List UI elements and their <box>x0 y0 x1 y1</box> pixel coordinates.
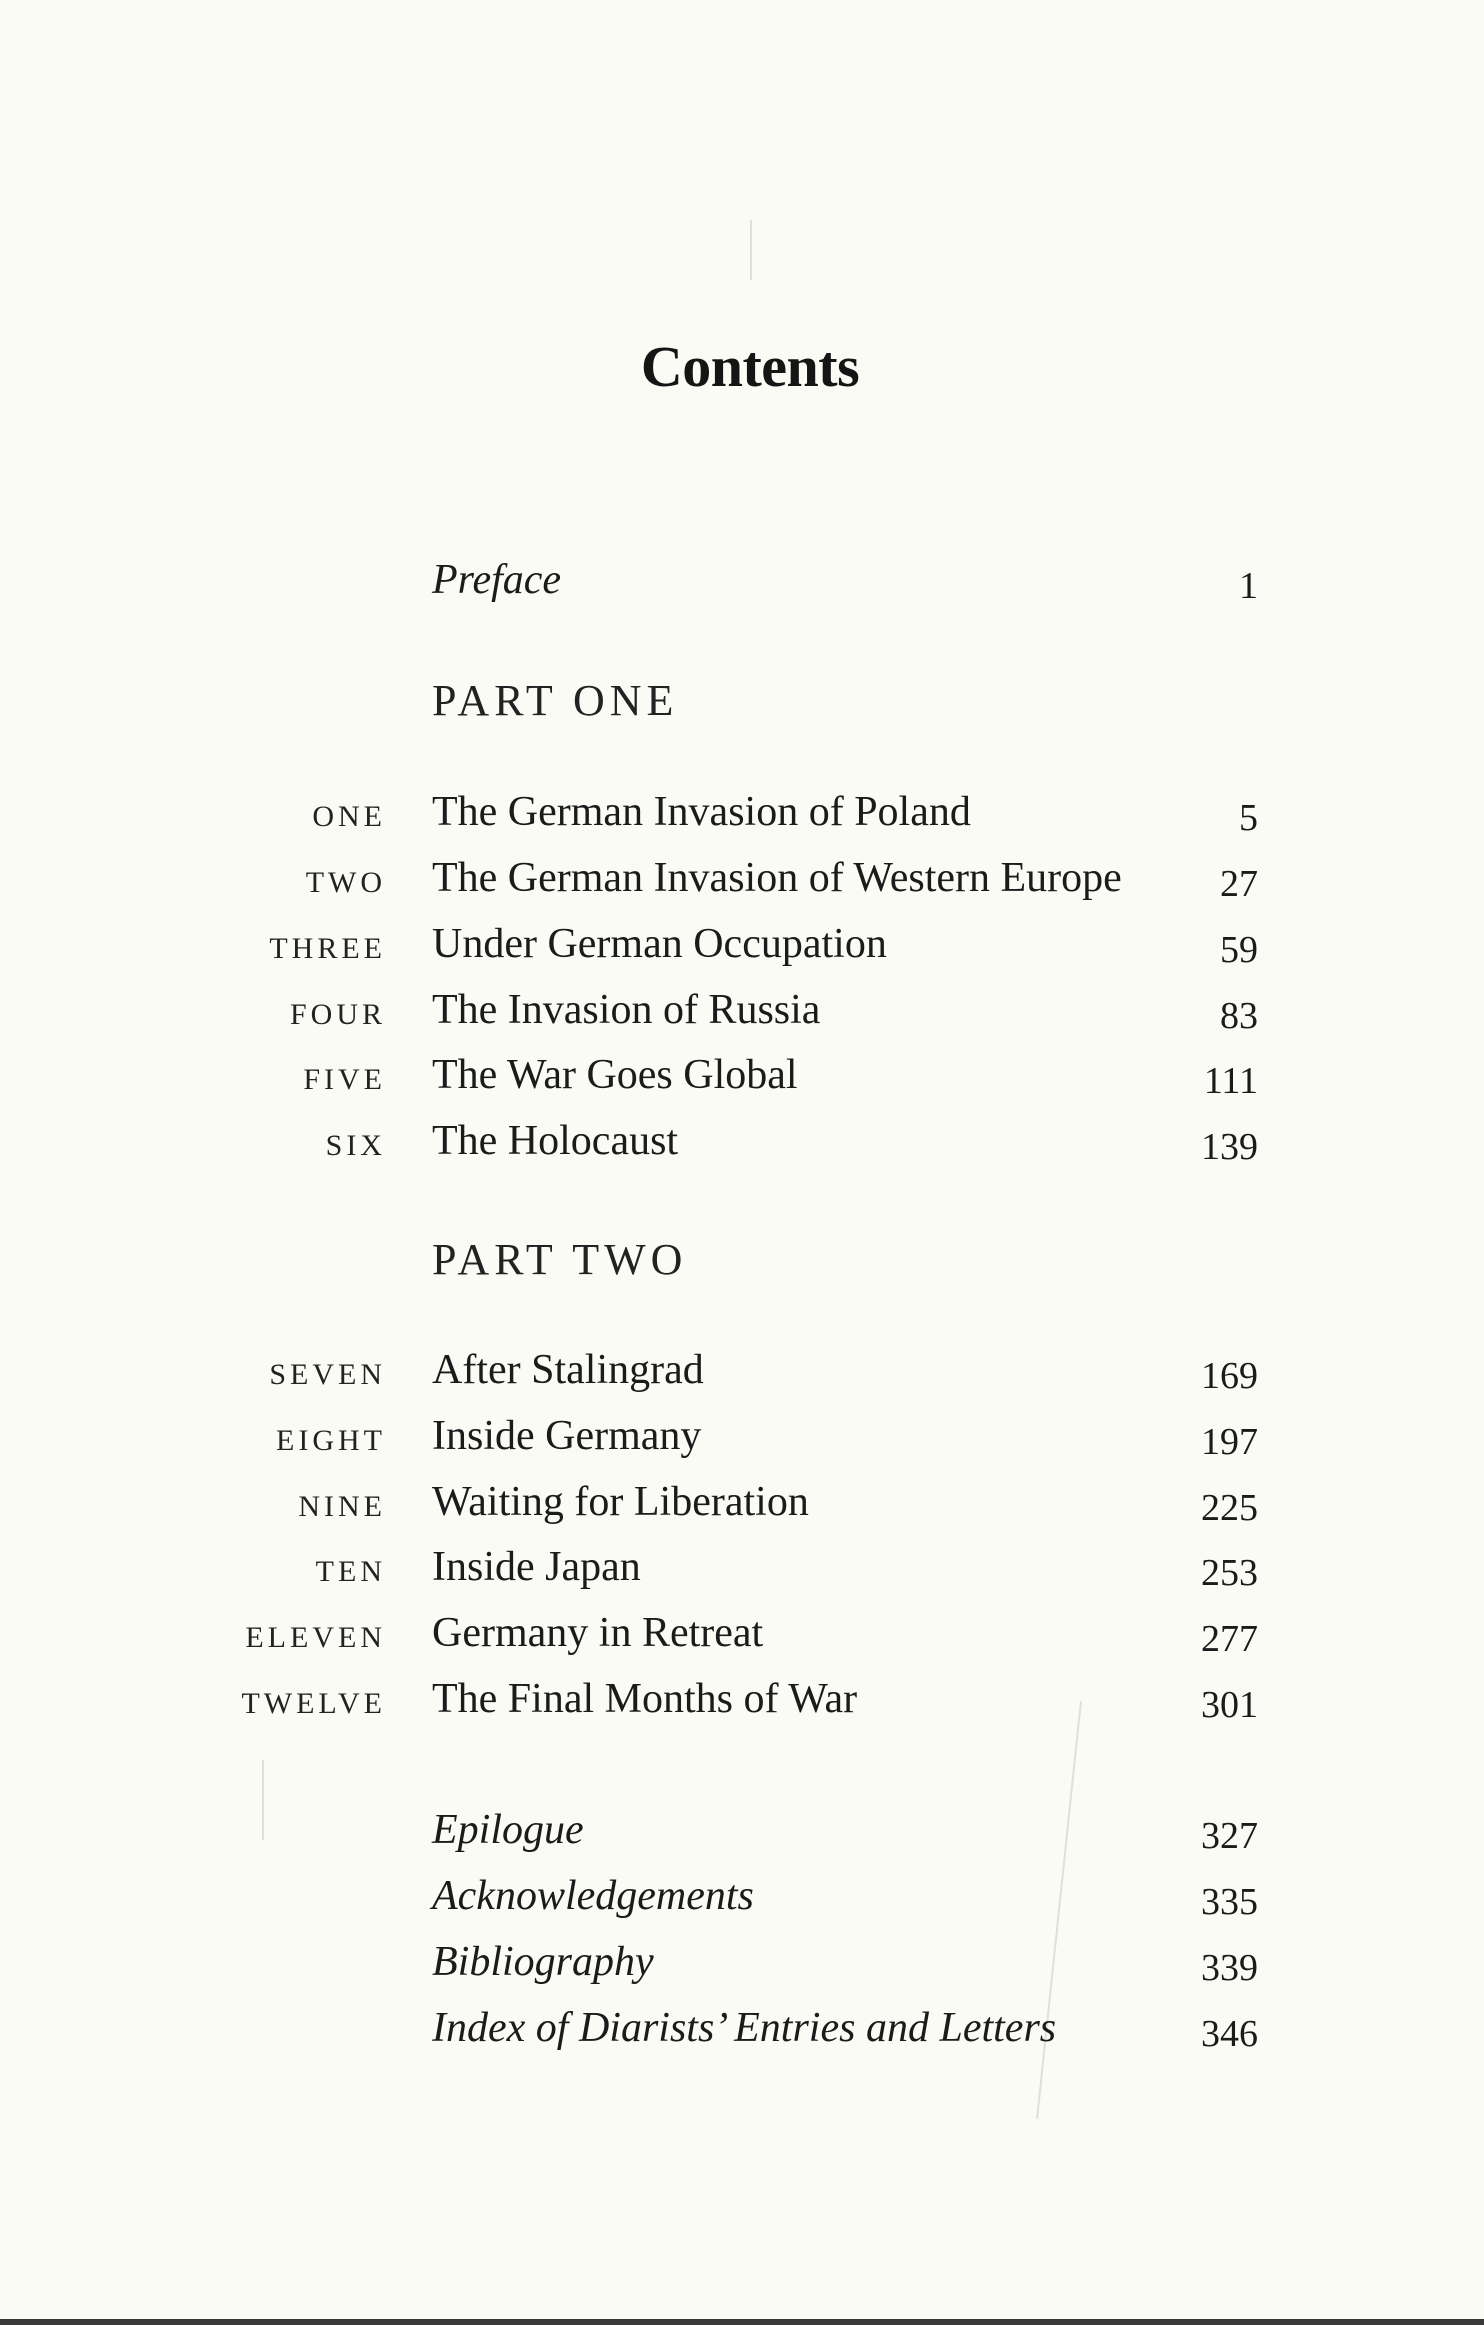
chapter-page-number: 277 <box>1201 1618 1258 1660</box>
entry-title: Acknowledgements <box>432 1873 754 1919</box>
chapter-title: The Invasion of Russia <box>432 987 821 1033</box>
scan-crease <box>750 220 752 280</box>
toc-entry-chapter[interactable] <box>0 1535 1484 1595</box>
chapter-page-number: 139 <box>1201 1126 1258 1168</box>
page-bottom-edge <box>0 2319 1484 2325</box>
page-title: Contents <box>640 334 860 399</box>
toc-entry-chapter[interactable] <box>0 1043 1484 1103</box>
toc-entry-acknowledgements[interactable] <box>0 1864 1484 1924</box>
entry-title: Index of Diarists’ Entries and Letters <box>432 2005 1057 2051</box>
toc-entry-index[interactable] <box>0 1996 1484 2056</box>
chapter-title: The German Invasion of Poland <box>432 789 971 835</box>
chapter-title: Waiting for Liberation <box>432 1479 809 1525</box>
chapter-number: TEN <box>315 1555 386 1588</box>
toc-entry-preface[interactable] <box>0 548 1484 608</box>
chapter-number: ELEVEN <box>245 1621 386 1654</box>
toc-entry-chapter[interactable] <box>0 1404 1484 1464</box>
toc-entry-chapter[interactable] <box>0 846 1484 906</box>
chapter-page-number: 83 <box>1220 995 1258 1037</box>
toc-entry-chapter[interactable] <box>0 912 1484 972</box>
entry-page-number: 335 <box>1201 1881 1258 1923</box>
chapter-number: ONE <box>312 800 386 833</box>
entry-title: Bibliography <box>432 1939 654 1985</box>
chapter-page-number: 59 <box>1220 929 1258 971</box>
chapter-title: Inside Japan <box>432 1544 641 1590</box>
chapter-page-number: 197 <box>1201 1421 1258 1463</box>
toc-entry-epilogue[interactable] <box>0 1798 1484 1858</box>
chapter-number: THREE <box>269 932 386 965</box>
chapter-number: FIVE <box>303 1063 386 1096</box>
chapter-number: TWELVE <box>241 1687 386 1720</box>
chapter-page-number: 253 <box>1201 1552 1258 1594</box>
chapter-number: TWO <box>305 866 386 899</box>
chapter-page-number: 169 <box>1201 1355 1258 1397</box>
entry-title: Preface <box>432 557 562 603</box>
chapter-title: Germany in Retreat <box>432 1610 764 1656</box>
toc-entry-chapter[interactable] <box>0 978 1484 1038</box>
chapter-number: NINE <box>298 1490 386 1523</box>
part-heading: PART ONE <box>432 676 679 725</box>
entry-page-number: 1 <box>1239 565 1258 607</box>
toc-entry-chapter[interactable] <box>0 1667 1484 1727</box>
chapter-title: The Holocaust <box>432 1118 679 1164</box>
chapter-number: FOUR <box>289 998 386 1031</box>
chapter-number: EIGHT <box>276 1424 386 1457</box>
toc-entry-chapter[interactable] <box>0 1470 1484 1530</box>
chapter-page-number: 111 <box>1203 1060 1258 1102</box>
chapter-page-number: 225 <box>1201 1487 1258 1529</box>
toc-entry-chapter[interactable] <box>0 1601 1484 1661</box>
chapter-number: SEVEN <box>269 1358 386 1391</box>
toc-entry-chapter[interactable] <box>0 780 1484 840</box>
chapter-title: The Final Months of War <box>432 1676 858 1722</box>
chapter-title: Inside Germany <box>432 1413 702 1459</box>
chapter-title: Under German Occupation <box>432 921 887 967</box>
chapter-number: SIX <box>325 1129 386 1162</box>
entry-title: Epilogue <box>432 1807 584 1853</box>
toc-entry-bibliography[interactable] <box>0 1930 1484 1990</box>
toc-entry-chapter[interactable] <box>0 1338 1484 1398</box>
chapter-title: After Stalingrad <box>432 1347 704 1393</box>
toc-entry-chapter[interactable] <box>0 1109 1484 1169</box>
entry-page-number: 339 <box>1201 1947 1258 1989</box>
part-heading: PART TWO <box>432 1235 688 1284</box>
entry-page-number: 327 <box>1201 1815 1258 1857</box>
chapter-title: The War Goes Global <box>432 1052 798 1098</box>
chapter-page-number: 5 <box>1239 797 1258 839</box>
chapter-title: The German Invasion of Western Europe <box>432 855 1122 901</box>
chapter-page-number: 27 <box>1220 863 1258 905</box>
chapter-page-number: 301 <box>1201 1684 1258 1726</box>
entry-page-number: 346 <box>1201 2013 1258 2055</box>
